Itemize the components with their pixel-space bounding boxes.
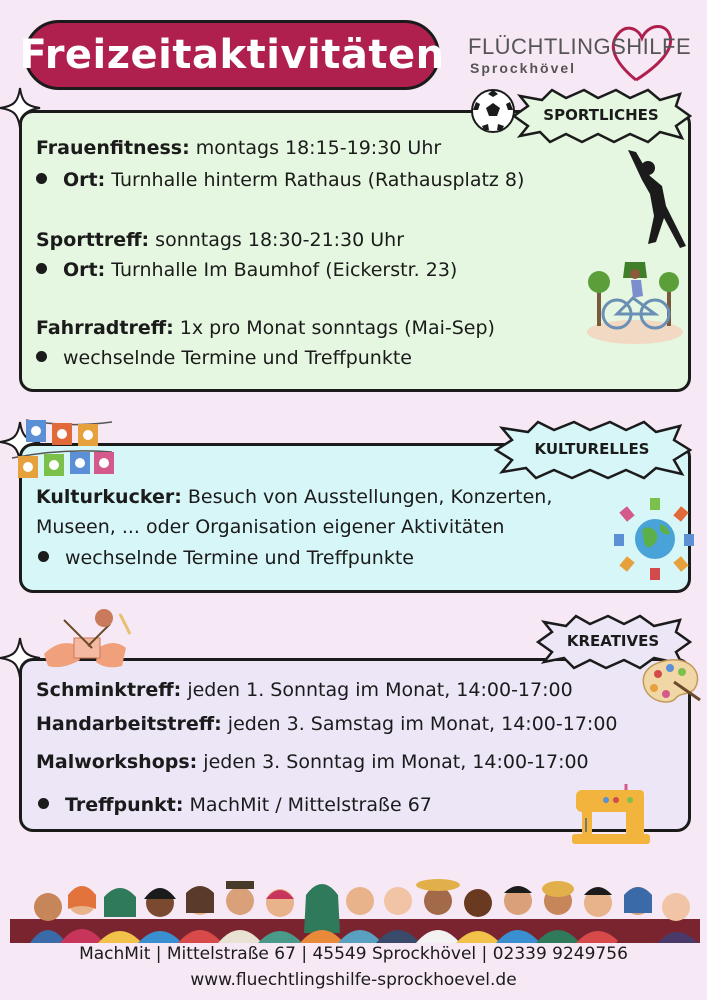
sport-section-card <box>19 110 691 392</box>
sport-item-fahrradtreff-note: wechselnde Termine und Treffpunkte <box>36 347 412 369</box>
logo-line1: FLÜCHTLINGSHILFE <box>468 34 692 59</box>
sewing-machine-icon <box>570 782 652 848</box>
bullet-dot <box>36 351 47 362</box>
organization-logo <box>468 18 692 88</box>
kreativ-item-schminktreff: Schminktreff: jeden 1. Sonntag im Monat, 14:00-17:00 <box>36 679 573 701</box>
cyclist-icon <box>585 252 685 348</box>
bullet-dot <box>36 263 47 274</box>
kreativ-item-malworkshops: Malworkshops: jeden 3. Sonntag im Monat, 14:00-17:00 <box>36 751 589 773</box>
bullet-dot <box>38 798 49 809</box>
stretching-woman-icon <box>626 146 692 250</box>
diverse-people-illustration <box>10 873 700 943</box>
globe-icon <box>610 494 700 584</box>
bullet-dot <box>36 173 47 184</box>
sport-item-sporttreff: Sporttreff: sonntags 18:30-21:30 Uhr <box>36 229 405 251</box>
bunting-flags-icon <box>8 414 118 484</box>
paint-palette-icon <box>640 656 702 706</box>
knitting-hands-icon <box>40 604 136 674</box>
sport-item-sporttreff-location: Ort: Turnhalle Im Baumhof (Eickerstr. 23) <box>36 259 457 281</box>
kultur-category-tag <box>490 420 694 480</box>
kultur-item-line2: Museen, ... oder Organisation eigener Aktivitäten <box>36 516 505 538</box>
footer-contact: MachMit | Mittelstraße 67 | 45549 Sprockhövel | 02339 9249756 <box>79 944 628 964</box>
kultur-item-line1: Kulturkucker: Besuch von Ausstellungen, Konzerten, <box>36 486 553 508</box>
page-title: Freizeitaktivitäten <box>19 32 445 78</box>
kreativ-item-handarbeitstreff: Handarbeitstreff: jeden 3. Samstag im Monat, 14:00-17:00 <box>36 713 618 735</box>
sport-item-frauenfitness: Frauenfitness: montags 18:15-19:30 Uhr <box>36 137 442 159</box>
sport-category-tag <box>508 88 694 144</box>
sport-tag-label: SPORTLICHES <box>543 106 659 124</box>
sport-item-frauenfitness-location: Ort: Turnhalle hinterm Rathaus (Rathausplatz 8) <box>36 169 524 191</box>
page-title-banner <box>19 20 445 90</box>
footer-website-link[interactable]: www.fluechtlingshilfe-sprockhoevel.de <box>190 970 517 990</box>
kultur-item-note: wechselnde Termine und Treffpunkte <box>38 547 414 569</box>
logo-line2: Sprockhövel <box>470 60 577 76</box>
kreativ-tag-label: KREATIVES <box>566 632 660 650</box>
kultur-tag-label: KULTURELLES <box>534 440 650 458</box>
bullet-dot <box>38 551 49 562</box>
sport-item-fahrradtreff: Fahrradtreff: 1x pro Monat sonntags (Mai-Sep) <box>36 317 495 339</box>
kreativ-meeting-point: Treffpunkt: MachMit / Mittelstraße 67 <box>38 794 432 816</box>
